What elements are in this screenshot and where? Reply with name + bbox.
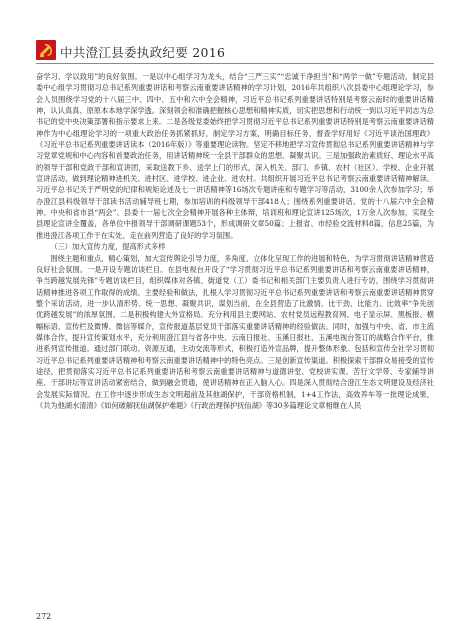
paragraph-continued: 奋学习、学以致用”的良好氛围。一是以中心组学习为龙头，结合“三严三实”“忠诚干净担当”和“两学一做”专题活动，制定县委中心组学习贯彻习总书记系列重要讲话和考察云南重要讲话精神的学习计划，2016年共组织八次县委中心组理论学习，参会人员围绕学习党的十八届三中、四中、五中和六中全会精神，习近平总书记系列重要讲话特别是考察云南时的重要讲话精神，认认真真、原原本本地学深学透。深刻领会和准确把握核心思想和精神实质，切实把思想和行动统一到以习近平同志为总书记的党中央决策部署和指示要求上来。二是各级党委始终把学习贯彻习近平总书记系列重要讲话特别是考察云南重要讲话精神作为中心组理论学习的一项重大政治任务抓紧抓好，制定学习方案，明确目标任务，督查学好用好《习近平谈治国理政》《习近平总书记系列重要讲话读本（2016年版）》等重要理论读物。坚定不移地把学习宣传贯彻总书记系列重要讲话精神与学习党章党规和中心内容和首要政治任务，用讲话精神统一全县干部群众的思想、凝聚共识。三是加强政治素质好、理论水平高的领导干部和党政干部和宣讲团，采取送教下乡、送学上门的形式，深入机关、部门、乡镇、农村（社区）、学校、企业开展宣讲活动，做到理论精神进机关、进村区、进学校、进企业、进农村。共组织开展习近平总书记考察云南重要讲话精神解读、习近平总书记关于严明党的纪律和规矩论述及七一讲话精神等16场次专题讲座和专题学习等活动，3100余人次参加学习；举办澄江县科级领导干部读书活动辅导班七期，参加培训的科级领导干部418人；围绕系列重要讲话、党的十八届六中全会精神、中央和省市县“两会”、县委十一届七次全会精神开展各种主体辩，培训班和理论宣讲125场次，1万余人次参加，实现全县理论宣讲全覆盖，各单位中报领导干部调研课题53个，形成调研文章50篇；上报省、市经验交流材料8篇，信息25篇，为推进澄江各项工作干在实处、走在前列营造了良好的学习氛围。 xyxy=(36,72,434,240)
article-body xyxy=(36,71,434,411)
section-subheading: （三）加大宣传力度，提高形式多样 xyxy=(50,242,166,252)
paragraph: 围绕主题和重点，精心策划，加大宣传舆论引导力度，多角度、立体化呈现工作的进展和特色，为学习贯彻讲话精神营造良好社会氛围。一是开设专题访谈栏目。在县电视台开设了“学习贯彻习近平总书记系列重要讲话和考察云南重要讲话精神，争当跨越发展先锋”专题访谈栏目，组织媒体对各镇、街道党（工）委书记和相关部门主要负责人进行专访，围绕学习贯彻讲话精神推进各项工作取得的成绩、主要经验和做法，扎根人学习贯彻习近平总书记系列重要讲话和考察云南重要讲话精神贯穿整个采访活动，进一步认清形势、统一思想、凝聚共识，谋划当前，在全县营造了比激情、比干劲、比能力、比效率“争先创优跨越发展”的浓厚氛围。二是积极构建大外宣格局。充分利用县主要网站、农村党员远程教育网、电子显示屏、黑板报、横幅标语、宣传栏及微博、微信等媒介，宣传报道基层党员干部落实重要讲话精神的经验做法。同时，加强与中央、省、市主流媒体合作，提升宣传策划水平，充分利用澄江县与省各中央、云南日报社、玉溪日报社、玉溪电视台签订的战略合作平台，推进系列宣传报道。通过部门联动、资源互通，主动交流等形式，积极打造外宣品牌，提升整体形象。包括和宣传全社学习贯彻习近平总书记系列重要讲话精神和考察云南重要讲话精神中的特色亮点。三是创新宣传渠道。积极探索干部群众易接受的宣传途径，把贯彻落实习近平总书记系列重要讲话和考察云南重要讲话精神与道德讲堂、党校讲实课、苦行文学带、专家辅导讲座、干部讲坛等宣讲活动紧密结合，做到融会贯通，使讲话精神在正入脑入心。四是深入贯彻结合澄江生态文明建设及经济社会发展实际情况。在工作中逐步形成生态文明超前及其他湖保护，干部资格机制，1+4工作法，高效养车等一批理论成果，《共为他湖水清清》《如何破解抚仙湖保护难题》《行政治理保护抚仙湖》等30多篇理论文章相继在人民 xyxy=(36,253,434,410)
header-divider xyxy=(36,63,434,64)
page-header xyxy=(0,40,468,62)
page-number: 272 xyxy=(36,612,52,621)
party-emblem-icon xyxy=(36,40,56,60)
header-title: 中共澄江县委执政纪要 2016 xyxy=(60,45,226,60)
